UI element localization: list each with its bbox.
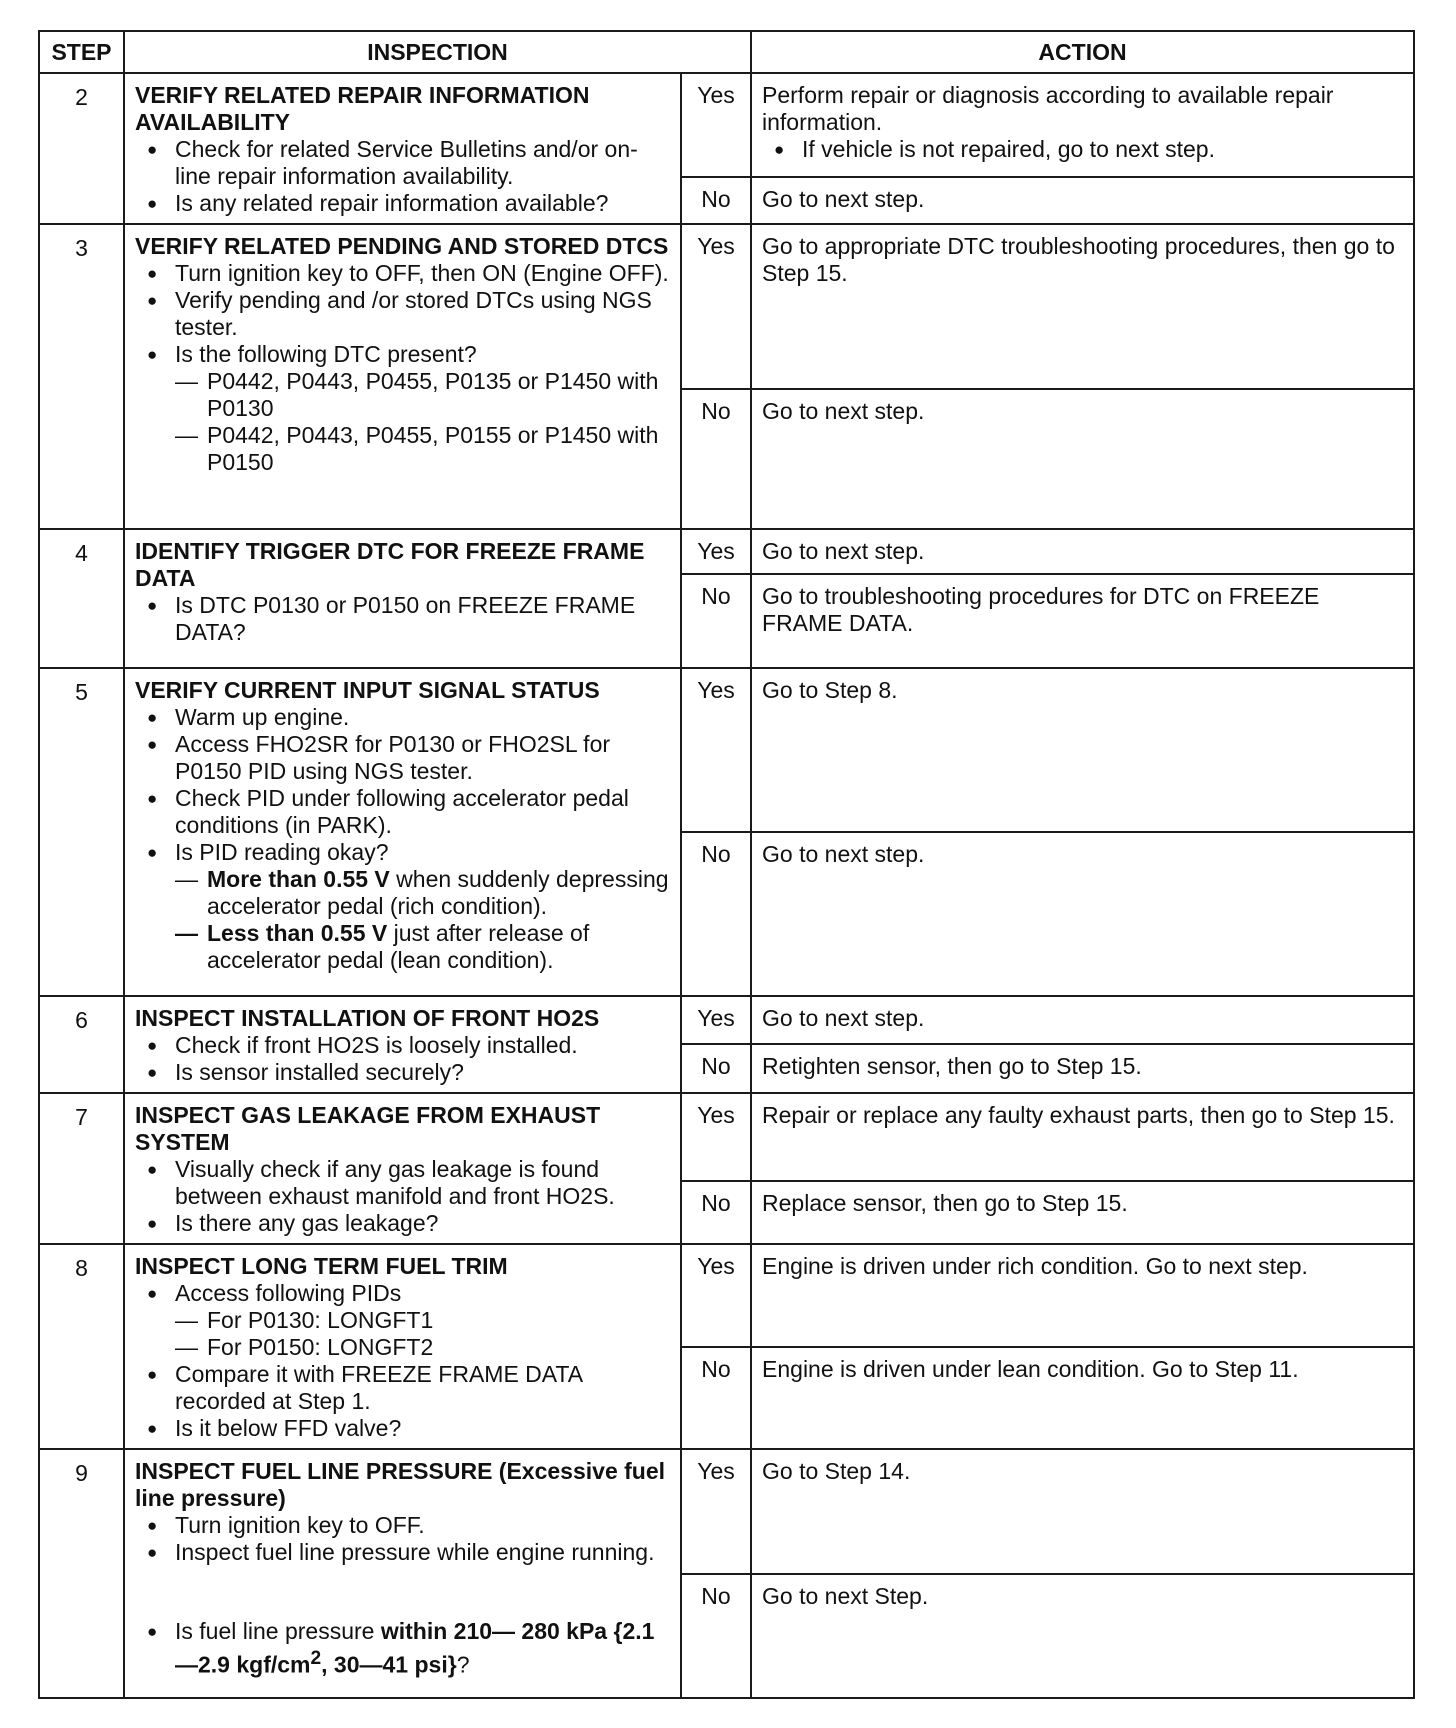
inspection-bullet	[135, 839, 670, 974]
dash-item-text: For P0150: LONGFT2	[207, 1334, 434, 1360]
action-no: Replace sensor, then go to Step 15.	[751, 1181, 1414, 1244]
dash-item-text: P0442, P0443, P0455, P0135 or P1450 with P0130	[207, 368, 659, 421]
header-action: ACTION	[751, 31, 1414, 73]
condition-threshold: Less than 0.55 V	[207, 920, 388, 946]
inspection-title: INSPECT GAS LEAKAGE FROM EXHAUST SYSTEM	[135, 1102, 601, 1155]
no-label: No	[681, 1181, 751, 1244]
action-yes: Go to Step 8.	[751, 668, 1414, 832]
step-number: 8	[39, 1244, 124, 1449]
step-8-yes-row	[39, 1244, 1414, 1347]
question-end: ?	[456, 1651, 470, 1678]
step-3-yes-row	[39, 224, 1414, 389]
step-6-yes-row	[39, 996, 1414, 1044]
yes-label: Yes	[681, 668, 751, 832]
inspection-bullet-text: Access following PIDs	[175, 1280, 402, 1306]
action-no: Go to troubleshooting procedures for DTC on FREEZE FRAME DATA.	[751, 574, 1414, 668]
inspection-title: VERIFY RELATED REPAIR INFORMATION AVAILABILITY	[135, 82, 590, 135]
inspection-cell	[124, 1244, 681, 1449]
condition-item: — More than 0.55 V when suddenly depressing accelerator pedal (rich condition).	[175, 866, 669, 919]
no-label: No	[681, 832, 751, 996]
yes-label: Yes	[681, 529, 751, 574]
inspection-bullet: ● Compare it with FREEZE FRAME DATA recorded at Step 1.	[135, 1361, 670, 1415]
action-no: Go to next step.	[751, 832, 1414, 996]
inspection-title: VERIFY RELATED PENDING AND STORED DTCS	[135, 233, 669, 259]
dash-item-text: For P0130: LONGFT1	[207, 1307, 434, 1333]
action-text: Perform repair or diagnosis according to available repair information.	[762, 82, 1334, 135]
inspection-bullet	[135, 1280, 670, 1361]
step-number: 7	[39, 1093, 124, 1244]
dash-item-text: P0442, P0443, P0455, P0155 or P1450 with P0150	[207, 422, 659, 475]
header-row	[39, 31, 1414, 73]
inspection-cell	[124, 668, 681, 996]
no-label: No	[681, 1347, 751, 1450]
no-label: No	[681, 389, 751, 529]
inspection-cell	[124, 224, 681, 529]
inspection-cell	[124, 996, 681, 1093]
inspection-bullet: ● Inspect fuel line pressure while engine running.	[135, 1539, 670, 1566]
inspection-bullet: ● Is any related repair information available?	[135, 190, 670, 217]
inspection-bullet	[135, 341, 670, 476]
inspection-cell	[124, 1093, 681, 1244]
inspection-title: VERIFY CURRENT INPUT SIGNAL STATUS	[135, 677, 600, 703]
step-number: 5	[39, 668, 124, 996]
action-no: Go to next Step.	[751, 1574, 1414, 1698]
yes-label: Yes	[681, 1244, 751, 1347]
question-value-rest: , 30—41 psi}	[321, 1651, 457, 1678]
step-4-yes-row	[39, 529, 1414, 574]
inspection-bullet: ● Is DTC P0130 or P0150 on FREEZE FRAME DATA?	[135, 592, 670, 646]
inspection-bullet-text: Is the following DTC present?	[175, 341, 477, 367]
inspection-bullet: ● Check for related Service Bulletins and/or on-line repair information availability.	[135, 136, 670, 190]
yes-label: Yes	[681, 1093, 751, 1181]
yes-label: Yes	[681, 224, 751, 389]
inspection-bullet: ● Check PID under following accelerator pedal conditions (in PARK).	[135, 785, 670, 839]
inspection-title: INSPECT INSTALLATION OF FRONT HO2S	[135, 1005, 600, 1031]
yes-label: Yes	[681, 73, 751, 177]
dash-item: — For P0150: LONGFT2	[175, 1334, 434, 1360]
header-inspection: INSPECTION	[124, 31, 751, 73]
inspection-bullet: ● Is sensor installed securely?	[135, 1059, 670, 1086]
step-number: 2	[39, 73, 124, 224]
yes-label: Yes	[681, 1449, 751, 1574]
action-no: Go to next step.	[751, 177, 1414, 224]
step-number: 4	[39, 529, 124, 668]
action-no: Go to next step.	[751, 389, 1414, 529]
condition-item: — Less than 0.55 V just after release of accelerator pedal (lean condition).	[175, 920, 590, 973]
question-text: Is fuel line pressure	[175, 1618, 381, 1644]
inspection-bullet: ● Turn ignition key to OFF, then ON (Engine OFF).	[135, 260, 670, 287]
step-number: 3	[39, 224, 124, 529]
dash-item: — For P0130: LONGFT1	[175, 1307, 434, 1333]
action-yes: Go to Step 14.	[751, 1449, 1414, 1574]
action-yes	[751, 73, 1414, 177]
action-yes: Go to next step.	[751, 996, 1414, 1044]
inspection-bullet: ● Verify pending and /or stored DTCs using NGS tester.	[135, 287, 670, 341]
dash-item: — P0442, P0443, P0455, P0155 or P1450 with P0150	[175, 422, 659, 475]
no-label: No	[681, 177, 751, 224]
inspection-bullet: ● Access FHO2SR for P0130 or FHO2SL for P0150 PID using NGS tester.	[135, 731, 670, 785]
question-superscript: 2	[310, 1648, 322, 1669]
inspection-cell	[124, 73, 681, 224]
inspection-cell	[124, 1449, 681, 1698]
step-7-yes-row	[39, 1093, 1414, 1181]
action-yes: Engine is driven under rich condition. Go to next step.	[751, 1244, 1414, 1347]
inspection-bullet: ● Is it below FFD valve?	[135, 1415, 670, 1442]
inspection-bullet: ● Is there any gas leakage?	[135, 1210, 670, 1237]
inspection-cell	[124, 529, 681, 668]
step-2-yes-row	[39, 73, 1414, 177]
inspection-bullet: ● Check if front HO2S is loosely installed.	[135, 1032, 670, 1059]
action-bullet: ● If vehicle is not repaired, go to next step.	[762, 136, 1403, 163]
header-step: STEP	[39, 31, 124, 73]
inspection-bullet: ● Warm up engine.	[135, 704, 670, 731]
action-yes: Go to appropriate DTC troubleshooting procedures, then go to Step 15.	[751, 224, 1414, 389]
diagnostic-table-sheet	[38, 30, 1413, 1699]
inspection-question	[135, 1618, 670, 1679]
condition-text: just after release of accelerator pedal (lean condition).	[207, 920, 590, 973]
inspection-bullet: ● Turn ignition key to OFF.	[135, 1512, 670, 1539]
yes-label: Yes	[681, 996, 751, 1044]
step-5-yes-row	[39, 668, 1414, 832]
inspection-bullet-text: Is PID reading okay?	[175, 839, 389, 865]
inspection-bullet: ● Visually check if any gas leakage is found between exhaust manifold and front HO2S.	[135, 1156, 670, 1210]
question-value: within 210— 280 kPa {2.1—2.9 kgf/cm	[175, 1618, 655, 1678]
action-yes: Repair or replace any faulty exhaust parts, then go to Step 15.	[751, 1093, 1414, 1181]
diagnostic-table	[38, 30, 1415, 1699]
step-9-yes-row	[39, 1449, 1414, 1574]
action-yes: Go to next step.	[751, 529, 1414, 574]
dash-item: — P0442, P0443, P0455, P0135 or P1450 with P0130	[175, 368, 659, 421]
action-no: Engine is driven under lean condition. Go to Step 11.	[751, 1347, 1414, 1450]
step-number: 9	[39, 1449, 124, 1698]
inspection-title: IDENTIFY TRIGGER DTC FOR FREEZE FRAME DATA	[135, 538, 645, 591]
condition-threshold: More than 0.55 V	[207, 866, 390, 892]
step-number: 6	[39, 996, 124, 1093]
inspection-title: INSPECT LONG TERM FUEL TRIM	[135, 1253, 508, 1279]
condition-text: when suddenly depressing accelerator pedal (rich condition).	[207, 866, 669, 919]
no-label: No	[681, 1044, 751, 1093]
inspection-title: INSPECT FUEL LINE PRESSURE (Excessive fuel line pressure)	[135, 1458, 666, 1511]
action-no: Retighten sensor, then go to Step 15.	[751, 1044, 1414, 1093]
no-label: No	[681, 574, 751, 668]
no-label: No	[681, 1574, 751, 1698]
